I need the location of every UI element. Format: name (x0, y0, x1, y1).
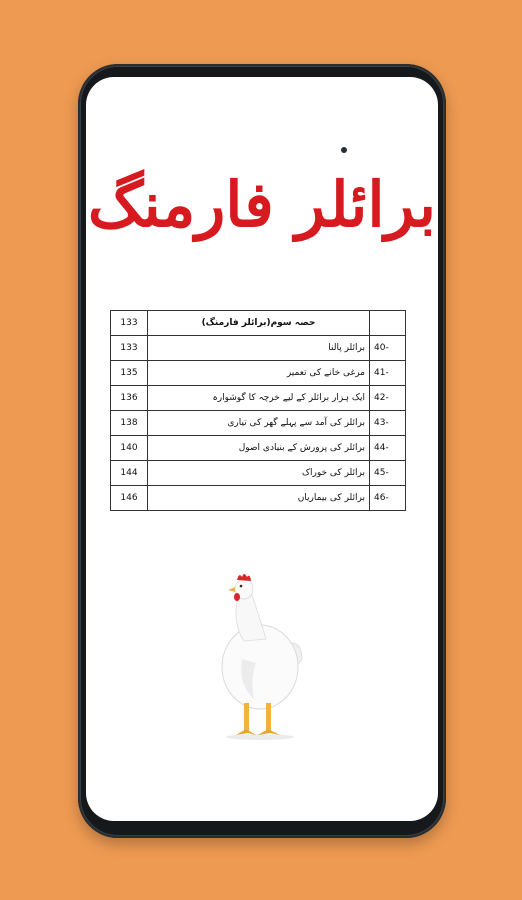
toc-entry-number: 42- (370, 386, 406, 411)
table-row[interactable] (111, 461, 406, 486)
toc-page-number: 140 (111, 436, 148, 461)
page-title: برائلر فارمنگ (87, 168, 437, 241)
toc-entry-title[interactable]: برائلر کی آمد سے پہلے گھر کی تیاری (148, 411, 370, 436)
toc-page-number: 144 (111, 461, 148, 486)
toc-page-number: 138 (111, 411, 148, 436)
table-row[interactable] (111, 486, 406, 511)
toc-page-number: 133 (111, 336, 148, 361)
toc-page-number: 135 (111, 361, 148, 386)
toc-entry-number: 45- (370, 461, 406, 486)
toc-entry-number: 40- (370, 336, 406, 361)
table-row[interactable] (111, 411, 406, 436)
chicken-image (210, 567, 310, 747)
toc-entry-number: 41- (370, 361, 406, 386)
toc-entry-title[interactable]: برائلر کی پرورش کے بنیادی اصول (148, 436, 370, 461)
toc-page-number: 136 (111, 386, 148, 411)
toc-entry-title[interactable]: برائلر پالنا (148, 336, 370, 361)
table-row[interactable] (111, 436, 406, 461)
toc-header-page: 133 (111, 311, 148, 336)
toc-header-row (111, 311, 406, 336)
table-of-contents (110, 310, 406, 511)
toc-page-number: 146 (111, 486, 148, 511)
toc-entry-title[interactable]: ایک ہزار برائلر کے لیے خرچہ کا گوشوارہ (148, 386, 370, 411)
toc-section-title: حصہ سوم(برائلر فارمنگ) (148, 311, 370, 336)
toc-entry-number: 46- (370, 486, 406, 511)
toc-entry-title[interactable]: برائلر کی خوراک (148, 461, 370, 486)
toc-entry-number: 44- (370, 436, 406, 461)
toc-entry-title[interactable]: مرغی خانے کی تعمیر (148, 361, 370, 386)
toc-entry-number: 43- (370, 411, 406, 436)
table-row[interactable] (111, 361, 406, 386)
toc-entry-title[interactable]: برائلر کی بیماریاں (148, 486, 370, 511)
screen-content (86, 77, 438, 821)
toc-header-num (370, 311, 406, 336)
table-row[interactable] (111, 336, 406, 361)
table-row[interactable] (111, 386, 406, 411)
